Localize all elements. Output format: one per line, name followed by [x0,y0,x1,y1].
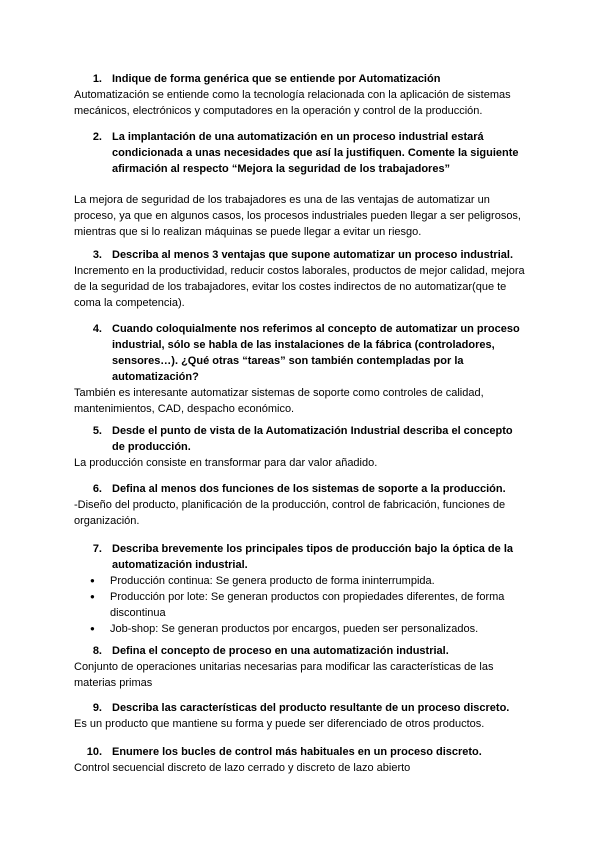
question-text: Cuando coloquialmente nos referimos al concepto de automatizar un proceso industrial, sólo se habla de las instalaciones de la fábrica (controladores, sensores…). ¿Qué otras “tareas” son también contempladas por la automatización? [112,323,520,383]
question-1 [0,71,600,119]
question-number: 8. [92,645,102,657]
question-number: 3. [92,249,102,261]
answer-text: También es interesante automatizar sistemas de soporte como controles de calidad, mantenimientos, CAD, despacho económico. [74,387,484,415]
question-number: 10. [86,746,102,758]
answer-text: Conjunto de operaciones unitarias necesarias para modificar las características de las materias primas [74,661,494,689]
question-number: 6. [92,483,102,495]
answer-text: La mejora de seguridad de los trabajadores es una de las ventajas de automatizar un proceso, ya que en algunos casos, los procesos industriales pueden llegar a ser peligrosos, mientras que si lo realizan máquinas se puede llegar a evitar un riesgo. [74,194,521,238]
answer-text: Control secuencial discreto de lazo cerrado y discreto de lazo abierto [74,762,411,774]
question-6 [0,481,600,529]
question-number: 4. [92,323,102,335]
question-text: Indique de forma genérica que se entiende por Automatización [112,73,441,85]
answer-text: -Diseño del producto, planificación de la producción, control de fabricación, funciones de organización. [74,499,506,527]
question-text: Defina al menos dos funciones de los sistemas de soporte a la producción. [112,483,506,495]
list-item: ● Job-shop: Se generan productos por encargos, pueden ser personalizados. [90,621,520,637]
answer-text: La producción consiste en transformar para dar valor añadido. [74,457,378,469]
question-4 [0,321,600,417]
answer-text: Incremento en la productividad, reducir costos laborales, productos de mejor calidad, mejora de la seguridad de los trabajadores, evitar los costes indirectos de no automatizar(que te coma la competencia). [74,265,525,309]
question-7 [0,541,600,637]
question-2 [0,129,600,240]
answer-text: Automatización se entiende como la tecnología relacionada con la aplicación de sistemas mecánicos, electrónicos y computadores en la operación y control de la producción. [74,89,511,117]
question-number: 5. [92,425,102,437]
question-text: Describa las características del producto resultante de un proceso discreto. [112,702,510,714]
list-item: ● Producción continua: Se genera producto de forma ininterrumpida. [90,573,520,589]
question-text: Describa brevemente los principales tipos de producción bajo la óptica de la automatización industrial. [112,543,514,571]
question-text: Enumere los bucles de control más habituales en un proceso discreto. [112,746,482,758]
question-number: 7. [92,543,102,555]
question-text: Defina el concepto de proceso en una automatización industrial. [112,645,449,657]
question-number: 9. [92,702,102,714]
question-10 [0,744,600,776]
list-item: ● Producción por lote: Se generan productos con propiedades diferentes, de forma discontinua [90,589,520,621]
question-8 [0,643,600,691]
question-text: La implantación de una automatización en un proceso industrial estará condicionada a unas necesidades que así la justifiquen. Comente la siguiente afirmación al respecto “Mejora la seguridad de los trabajadores” [112,131,519,175]
question-number: 1. [92,73,102,85]
answer-text: Es un producto que mantiene su forma y puede ser diferenciado de otros productos. [74,718,485,730]
question-3 [0,247,600,311]
question-9 [0,700,600,732]
question-5 [0,423,600,471]
question-number: 2. [92,131,102,143]
bullet-list [90,573,520,637]
question-text: Describa al menos 3 ventajas que supone automatizar un proceso industrial. [112,249,514,261]
question-text: Desde el punto de vista de la Automatización Industrial describa el concepto de producción. [112,425,513,453]
